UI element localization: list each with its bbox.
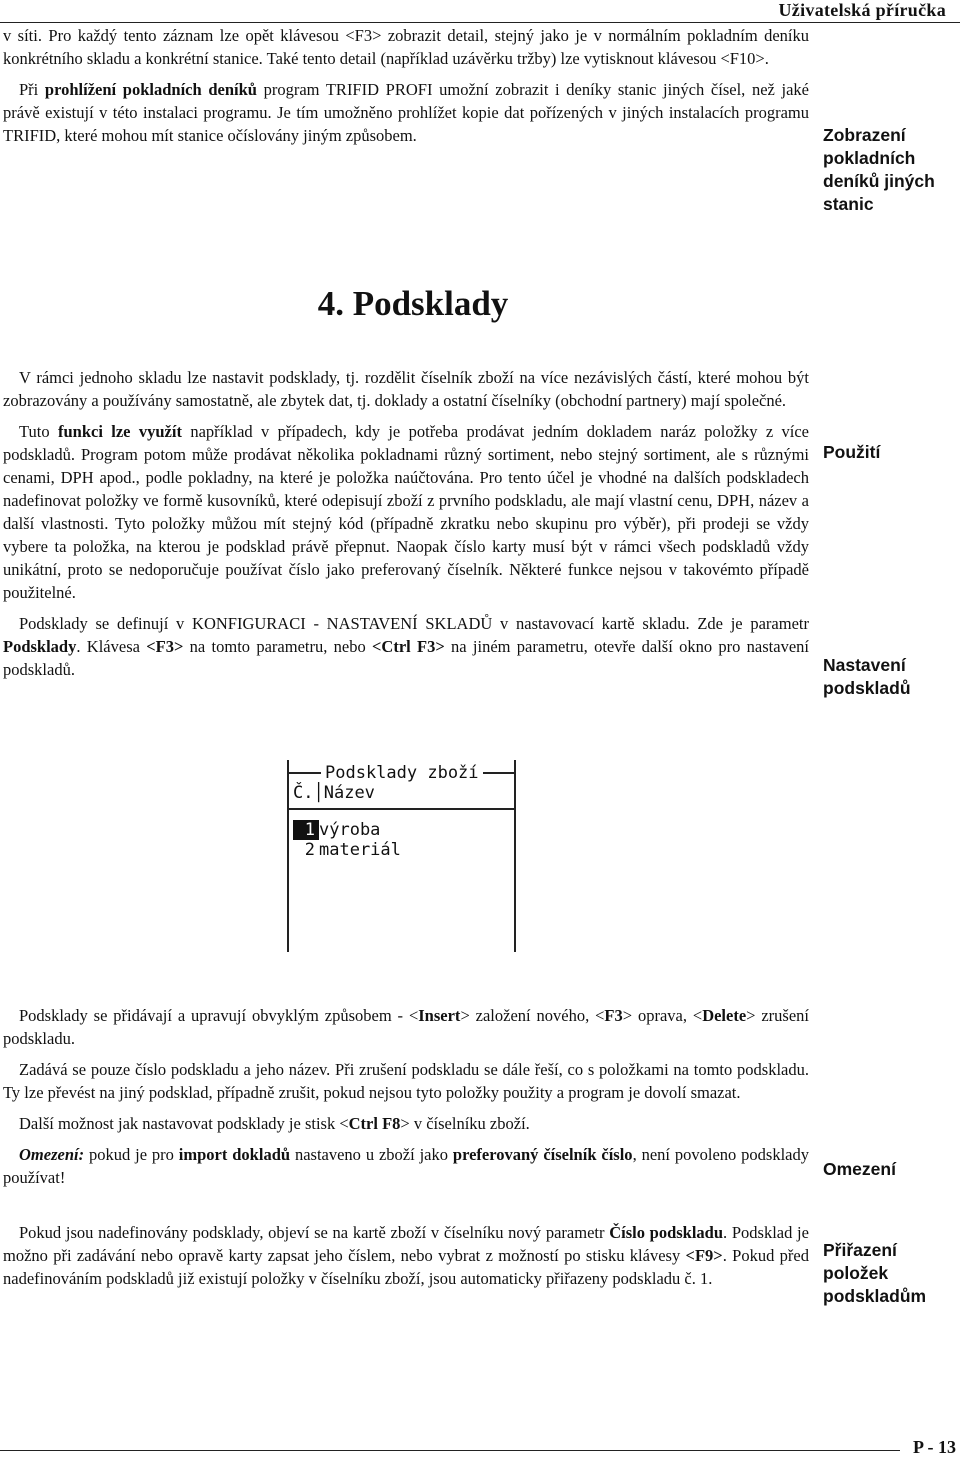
subwarehouse-dialog [287,760,516,952]
paragraph: Omezení: pokud je pro import dokladů nastaveno u zboží jako preferovaný číselník číslo, není povoleno podsklady používat! [3,1145,810,1187]
paragraph: Podsklady se definují v KONFIGURACI - NASTAVENÍ SKLADŮ v nastavovací kartě skladu. Zde je parametr Podsklady. Klávesa <F3> na tomto parametru, nebo <Ctrl F3> na jiném parametru, otevře další okno pro nastavení podskladů. [3,614,809,679]
list-item[interactable] [293,840,401,860]
footer-rule [0,1450,900,1451]
column-separator: │ [313,783,324,803]
dialog-title: Podsklady zboží [321,762,483,784]
document-title: Uživatelská příručka [778,0,946,20]
margin-note-settings: Nastavení podskladů [823,655,911,698]
paragraph: Pokud jsou nadefinovány podsklady, objeví se na kartě zboží v číselníku nový parametr Číslo podskladu. Podsklad je možno při zadávání nebo opravě karty zapsat jeho číslem, nebo vybrat z možností po stisku klávesy <F9>. Pokud před nadefinováním podskladů již existují položky v číselníku zboží, jsou automaticky přiřazeny podskladu č. 1. [3,1223,809,1288]
paragraph: Podsklady se přidávají a upravují obvyklým způsobem - <Insert> založení nového, <F3> oprava, <Delete> zrušení podskladu. [3,1006,810,1048]
paragraph: V rámci jednoho skladu lze nastavit podsklady, tj. rozdělit číselník zboží na více nezávislých částí, které mohou být zobrazovány a používány samostatně, ale zbytek dat, tj. doklady a ostatní číselníky (obchodní partnery) mají společné. [3,368,809,410]
dialog-column-header [293,782,375,804]
paragraph: Při prohlížení pokladních deníků program TRIFID PROFI umožní zobrazit i deníky stanic jiných čísel, než jaké právě existují v této instalaci programu. Je tím umožněno prohlížet kopie dat pořízených v jiných instalacích programu TRIFID, které mohou mít stanice očíslovány jiným způsobem. [3,80,809,145]
section-management [3,1004,809,1298]
row-name: materiál [319,840,401,860]
paragraph: v síti. Pro každý tento záznam lze opět klávesou <F3> zobrazit detail, stejný jako je v normálním pokladním deníku konkrétního skladu a konkrétní stanice. Také tento detail (například uzávěrku tržby) lze vytisknout klávesou <F10>. [3,26,809,68]
column-name: Název [323,783,375,803]
section-intro [3,24,809,155]
margin-note-use: Použití [823,442,881,462]
section-subwarehouses [3,366,809,689]
chapter-heading: 4. Podsklady [317,284,509,323]
margin-note-limit: Omezení [823,1159,896,1179]
paragraph: Tuto funkci lze využít například v případech, kdy je potřeba prodávat jedním dokladem naráz položky z více podskladů. Program potom může prodávat několika pokladnami různý sortiment, nebo stejný sortiment, ale s různými cenami, DPH apod., podle pokladny, na které je položka naúčtována. Pro tento účel je vhodné na dalších podskladech nadefinovat položky ve formě kusovníků, které odepisují zboží z prvního podskladu, ale mají vlastní cenu, DPH, název a další vlastnosti. Tyto položky můžou mít stejný kód (případně zkratku nebo skupinu pro výběr), při prodeji se vždy vybere ta položka, na kterou je podsklad právě přepnut. Naopak číslo karty musí být v rámci všech podskladů vždy unikátní, proto se nedoporučuje používat číslo jako preferovaný číselník. Některé funkce nejsou v takovémto případě použitelné. [3,422,809,602]
margin-note-journals: Zobrazení pokladních deníků jiných stanic [823,125,935,214]
column-number: Č. [293,783,314,803]
row-name: výroba [319,820,381,840]
paragraph: Další možnost jak nastavovat podsklady je stisk <Ctrl F8> v číselníku zboží. [19,1114,530,1133]
margin-note-assign: Přiřazení položek podskladům [823,1240,927,1306]
row-number: 1 [293,820,319,840]
page-number: P - 13 [913,1437,956,1457]
list-item[interactable] [293,820,380,840]
paragraph: Zadává se pouze číslo podskladu a jeho název. Při zrušení podskladu se dále řeší, co s položkami na tomto podskladu. Ty lze převést na jiný podsklad, případně zrušit, pokud nejsou tyto položky použity a program je dovolí smazat. [3,1060,809,1102]
dialog-header-separator [289,808,514,810]
row-number: 2 [304,840,315,860]
